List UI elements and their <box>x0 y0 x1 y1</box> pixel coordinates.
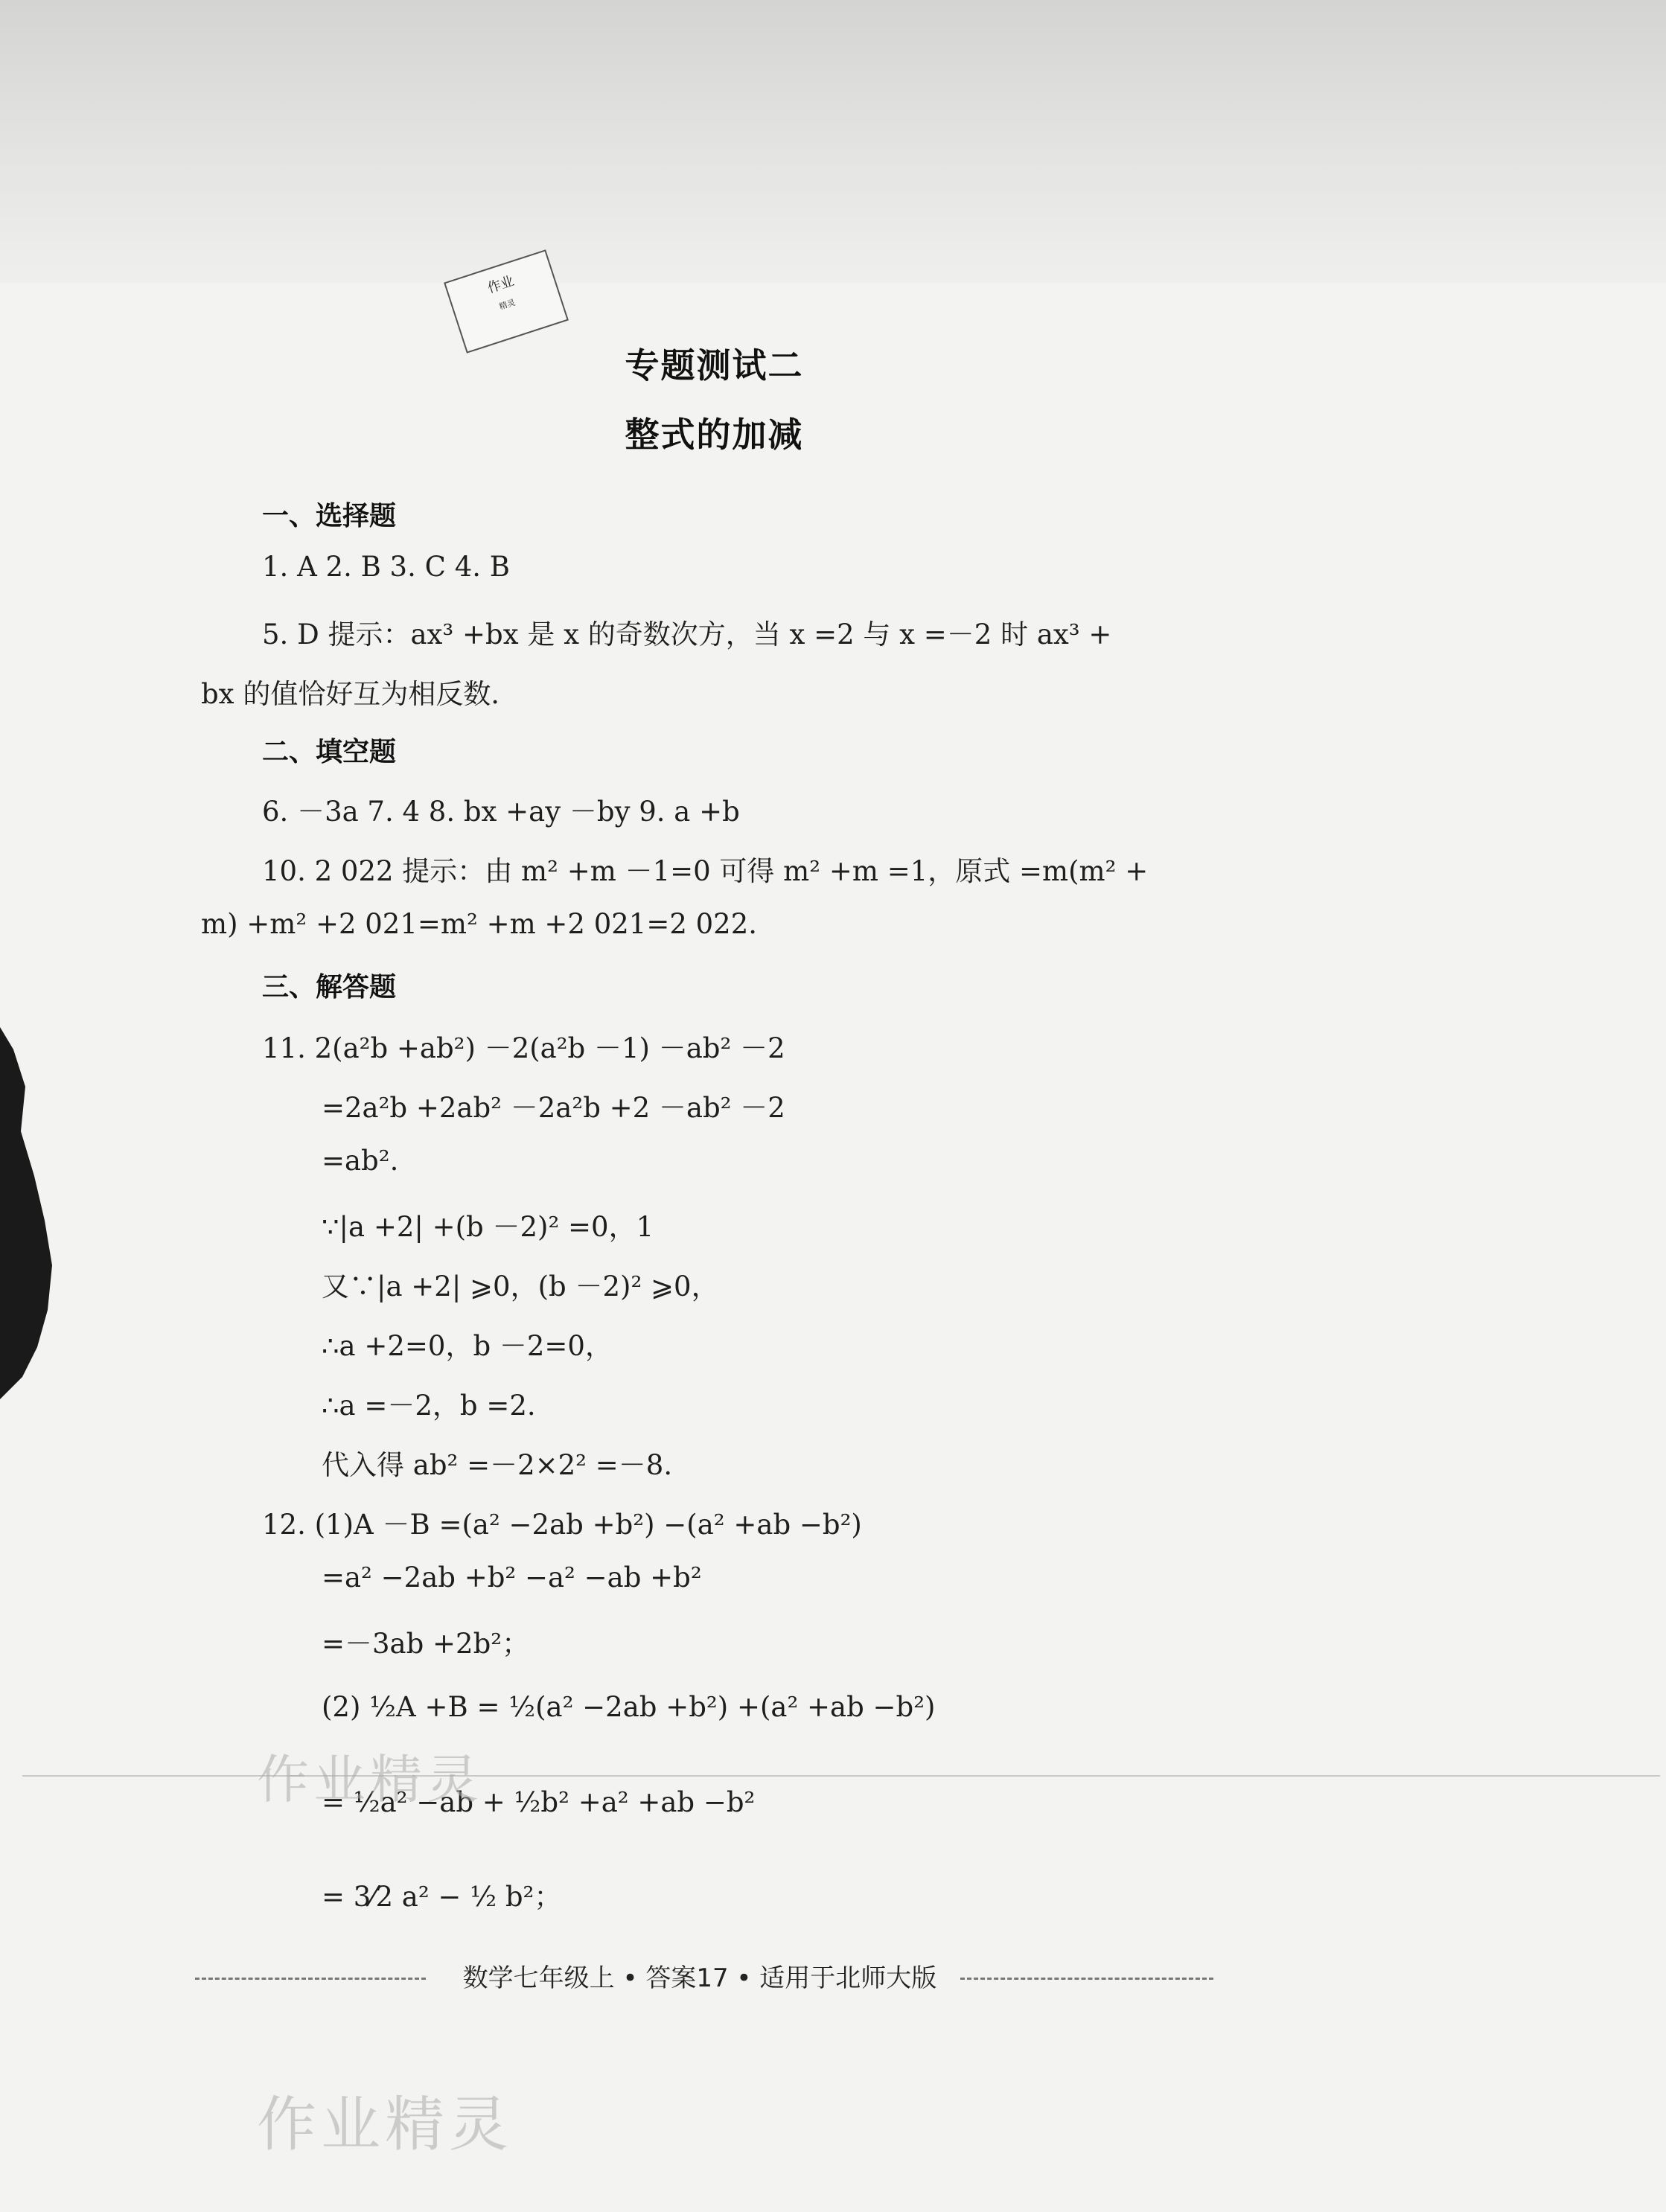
answer-line: =a² −2ab +b² −a² −ab +b² <box>322 1561 702 1594</box>
watermark: 作业精灵 <box>257 1749 483 1810</box>
page-subtitle: 整式的加减 <box>625 415 804 455</box>
answer-line: ∴a =－2，b =2. <box>322 1390 536 1422</box>
page-title: 专题测试二 <box>625 345 804 386</box>
answer-line: 6. －3a 7. 4 8. bx +ay －by 9. a +b <box>262 796 740 828</box>
answer-line: 12. (1)A －B =(a² −2ab +b²) −(a² +ab −b²) <box>262 1509 862 1541</box>
answer-line: 1. A 2. B 3. C 4. B <box>262 551 510 583</box>
answer-line: 5. D 提示：ax³ +bx 是 x 的奇数次方，当 x =2 与 x =－2 时 ax³ + <box>262 618 1112 651</box>
answer-line: =－3ab +2b²； <box>322 1628 530 1660</box>
answer-line: bx 的值恰好互为相反数. <box>201 678 500 710</box>
answer-line: =2a²b +2ab² －2a²b +2 －ab² －2 <box>322 1092 785 1124</box>
watermark: 作业精灵 <box>257 2090 513 2159</box>
answer-line: 代入得 ab² =－2×2² =－8. <box>322 1449 673 1481</box>
footer-rule-left <box>195 1978 426 1980</box>
section-heading-fill: 二、填空题 <box>262 737 397 767</box>
answer-line: 10. 2 022 提示：由 m² +m －1=0 可得 m² +m =1，原式 =m(m² + <box>262 855 1149 887</box>
answer-line: = 3⁄2 a² − ½ b²； <box>322 1881 562 1913</box>
scanner-shadow-band <box>0 0 1666 283</box>
answer-line: m) +m² +2 021=m² +m +2 021=2 022. <box>201 908 758 940</box>
answer-line: (2) ½A +B = ½(a² −2ab +b²) +(a² +ab −b²) <box>322 1691 936 1723</box>
answer-line: = ½a² −ab + ½b² +a² +ab −b² <box>322 1786 756 1818</box>
answer-line: ∵|a +2| +(b －2)² =0，1 <box>322 1211 654 1243</box>
stamp-text-2: 精灵 <box>497 297 517 312</box>
answer-line: 又∵|a +2| ⩾0，(b －2)² ⩾0， <box>322 1270 719 1302</box>
page-footer: 数学七年级上 • 答案17 • 适用于北师大版 <box>462 1963 937 1993</box>
torn-edge-shadow <box>0 1027 60 1399</box>
footer-rule-right <box>960 1978 1213 1980</box>
section-heading-solve: 三、解答题 <box>262 972 397 1003</box>
answer-line: ∴a +2=0，b －2=0， <box>322 1330 613 1362</box>
answer-line: =ab². <box>322 1145 399 1177</box>
section-heading-choice: 一、选择题 <box>262 501 397 531</box>
stamp-text-1: 作业 <box>485 273 517 297</box>
answer-line: 11. 2(a²b +ab²) －2(a²b －1) －ab² －2 <box>262 1032 785 1064</box>
